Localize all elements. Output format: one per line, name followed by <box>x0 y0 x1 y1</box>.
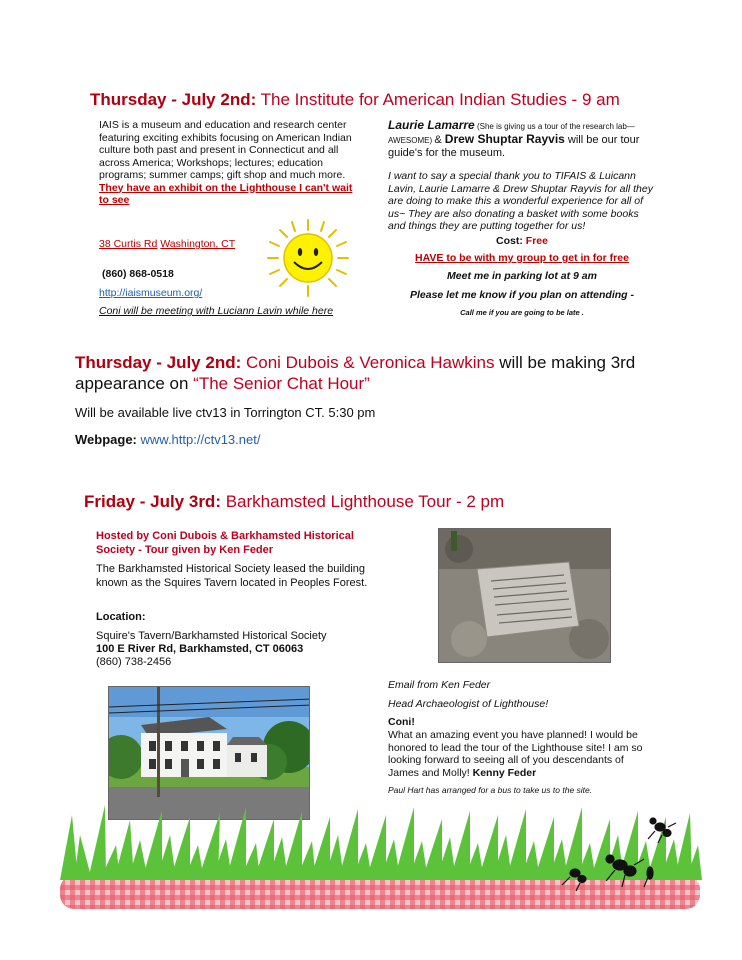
plaque-photo <box>438 528 611 663</box>
event1-thanks: I want to say a special thank you to TIFAIS & Luicann Lavin, Laurie Lamarre & Drew Shuptar Rayvis for all they are doing to make this a wonderful experience for all of us~ They are also donating a basket with some books and things they are putting together for us! <box>388 170 653 232</box>
event3-loc2: 100 E River Rd, Barkhamsted, CT 06063 <box>96 643 304 655</box>
event2-heading-names: Coni Dubois & Veronica Hawkins <box>241 353 495 372</box>
event2-web <box>75 432 260 447</box>
event3-location-label: Location: <box>96 611 146 623</box>
event1-address-city[interactable]: Washington, CT <box>160 238 236 250</box>
event1-heading <box>90 90 690 110</box>
event2-heading-show: “The Senior Chat Hour” <box>193 374 370 393</box>
event1-cost <box>388 235 656 247</box>
event1-guides <box>388 119 650 160</box>
event3-heading-title: Barkhamsted Lighthouse Tour - 2 pm <box>220 492 505 511</box>
event1-address-street[interactable]: 38 Curtis Rd <box>99 238 158 250</box>
event1-note: Coni will be meeting with Luciann Lavin while here <box>99 305 334 317</box>
guide-paren: (She is giving us a tour of the research lab— AWESOME) <box>388 122 635 145</box>
event3-loc-phone: (860) 738-2456 <box>96 656 172 668</box>
event1-heading-day: Thursday - July 2nd: <box>90 90 257 109</box>
event3-head: Head Archaeologist of Lighthouse! <box>388 698 549 710</box>
event1-phone: (860) 868-0518 <box>102 268 174 280</box>
event3-email-from: Email from Ken Feder <box>388 679 491 691</box>
event1-desc-red: They have an exhibit on the Lighthouse I can't wait to see <box>99 181 353 206</box>
guide-name-2: Drew Shuptar Rayvis <box>444 132 565 146</box>
cost-label: Cost: <box>496 235 526 247</box>
event1-desc-text: IAIS is a museum and education and research center featuring exciting exhibits focusing on American Indian culture both past and present in Connecticut and all across America; Workshops; lectures; education programs; summer camps; gift shop and much more. <box>99 119 352 181</box>
event1-meet: Meet me in parking lot at 9 am <box>447 270 597 282</box>
event3-bus: Paul Hart has arranged for a bus to take us to the site. <box>388 785 593 795</box>
event1-url-link[interactable]: http://iaismuseum.org/ <box>99 287 203 299</box>
event2-heading-day: Thursday - July 2nd: <box>75 353 242 372</box>
event3-desc: The Barkhamsted Historical Society leased the building known as the Squires Tavern located in Peoples Forest. <box>96 563 368 589</box>
cost-value: Free <box>525 235 548 247</box>
guide-name-1: Laurie Lamarre <box>388 118 475 132</box>
event1-late: Call me if you are going to be late . <box>460 308 584 317</box>
event1-heading-title: The Institute for American Indian Studies - 9 am <box>256 90 620 109</box>
event2-live: Will be available live ctv13 in Torrington CT. 5:30 pm <box>75 405 376 420</box>
event2-heading-mid: will be making 3rd appearance on <box>75 353 636 393</box>
grass-border-decoration <box>50 795 710 915</box>
event3-message-text: What an amazing event you have planned! I would be honored to lead the tour of the Lighthouse site! I am so looking forward to seeing all of you descendants of James and Molly! <box>388 729 643 779</box>
event2-heading <box>75 352 675 394</box>
event1-description <box>99 119 361 207</box>
event3-hosted: Hosted by Coni Dubois & Barkhamsted Historical Society - Tour given by Ken Feder <box>96 530 354 556</box>
guide-amp: & <box>434 134 445 146</box>
event3-signature: Kenny Feder <box>472 766 537 779</box>
sun-icon <box>262 218 354 298</box>
event1-address[interactable] <box>99 238 235 250</box>
guide-rest: will be our tour guide's for the museum. <box>388 134 640 159</box>
event3-heading-day: Friday - July 3rd: <box>84 492 221 511</box>
event3-greet: Coni! <box>388 716 415 728</box>
event3-loc1: Squire's Tavern/Barkhamsted Historical Society <box>96 630 327 642</box>
event2-web-link[interactable]: www.http://ctv13.net/ <box>140 432 261 447</box>
event1-attend: Please let me know if you plan on attending - <box>409 289 635 301</box>
event3-heading <box>84 492 684 512</box>
event2-web-label: Webpage: <box>75 432 141 447</box>
event1-group-note: HAVE to be with my group to get in for free <box>415 252 629 264</box>
event3-message <box>388 729 650 779</box>
